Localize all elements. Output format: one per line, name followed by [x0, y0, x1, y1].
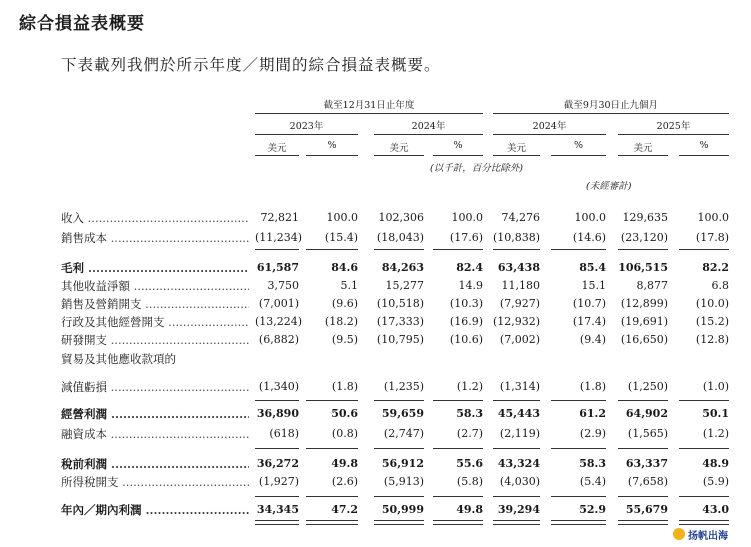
- row-label: 經營利潤 .....: [61, 405, 249, 423]
- total-rule: [255, 249, 299, 250]
- row-label: 年內／期內利潤 .....: [61, 501, 249, 519]
- cell-percent: 49.8: [331, 457, 358, 470]
- row-label: 其他收益淨額 .....: [61, 277, 249, 295]
- cell-amount: (11,234): [255, 231, 303, 244]
- cell-amount: 84,263: [381, 261, 424, 274]
- header-rule: [679, 155, 729, 156]
- cell-percent: (2.7): [456, 427, 483, 440]
- cell-percent: (2.9): [579, 427, 606, 440]
- cell-percent: 15.1: [581, 279, 606, 292]
- header-rule: [374, 155, 424, 156]
- total-rule: [679, 249, 729, 250]
- header-rule: [551, 155, 606, 156]
- cell-percent: 58.3: [456, 407, 483, 420]
- cell-percent: (17.4): [572, 315, 606, 328]
- cell-percent: (5.4): [579, 475, 606, 488]
- cell-percent: (14.6): [572, 231, 606, 244]
- cell-percent: (1.8): [579, 380, 606, 393]
- total-rule: [618, 524, 668, 525]
- cell-amount: (10,795): [376, 333, 424, 346]
- header-rule: [618, 134, 729, 135]
- table-row: [0, 425, 751, 443]
- row-label: 所得稅開支 .....: [61, 473, 249, 491]
- total-rule: [255, 448, 299, 449]
- unit-note: (以千計，百分比除外): [430, 163, 523, 174]
- header-rule: [255, 113, 483, 114]
- row-label: 研發開支 .....: [61, 331, 249, 349]
- total-rule: [493, 400, 540, 401]
- cell-percent: (18.2): [324, 315, 358, 328]
- cell-percent: 47.2: [331, 503, 358, 516]
- cell-percent: (9.4): [579, 333, 606, 346]
- header-rule: [255, 155, 299, 156]
- cell-amount: (1,565): [627, 427, 668, 440]
- total-rule: [374, 249, 424, 250]
- cell-amount: (13,224): [255, 315, 303, 328]
- intro-text: 下表載列我們於所示年度／期間的綜合損益表概要。: [61, 56, 441, 74]
- cell-percent: (16.9): [449, 315, 483, 328]
- cell-percent: 100.0: [326, 211, 358, 224]
- cell-amount: (1,235): [383, 380, 424, 393]
- cell-amount: 15,277: [385, 279, 424, 292]
- cell-amount: 39,294: [497, 503, 540, 516]
- cell-amount: 36,890: [256, 407, 299, 420]
- total-rule: [551, 520, 606, 521]
- header-rule: [306, 155, 358, 156]
- unaudited-note: (未經審計): [586, 181, 632, 192]
- total-rule: [374, 520, 424, 521]
- cell-percent: 43.0: [702, 503, 729, 516]
- cell-percent: 5.1: [340, 279, 358, 292]
- cell-amount: (7,002): [499, 333, 540, 346]
- total-rule: [679, 524, 729, 525]
- header-rule: [493, 155, 540, 156]
- total-rule: [306, 448, 358, 449]
- total-rule: [433, 520, 483, 521]
- cell-amount: 8,877: [636, 279, 668, 292]
- total-rule: [493, 520, 540, 521]
- row-label: 收入 .....: [61, 209, 249, 227]
- row-label: 貿易及其他應收款項的: [61, 352, 176, 366]
- cell-amount: (2,747): [383, 427, 424, 440]
- cell-percent: 14.9: [458, 279, 483, 292]
- total-rule: [679, 400, 729, 401]
- row-label: 減值虧損 .....: [61, 378, 249, 396]
- cell-percent: 58.3: [579, 457, 606, 470]
- header-col-pct: %: [573, 140, 584, 151]
- header-col-usd: 美元: [389, 143, 409, 154]
- table-row: [0, 259, 751, 277]
- table-row: [0, 473, 751, 491]
- cell-amount: 106,515: [618, 261, 668, 274]
- total-rule: [551, 524, 606, 525]
- cell-amount: (18,043): [376, 231, 424, 244]
- row-label: 行政及其他經營開支 .....: [61, 313, 249, 331]
- total-rule: [374, 400, 424, 401]
- cell-percent: (2.6): [331, 475, 358, 488]
- cell-amount: (7,001): [258, 297, 299, 310]
- cell-percent: 84.6: [331, 261, 358, 274]
- total-rule: [306, 520, 358, 521]
- table-row: [0, 501, 751, 519]
- cell-amount: 55,679: [625, 503, 668, 516]
- cell-percent: (1.2): [702, 427, 729, 440]
- header-year: 2024年: [411, 121, 446, 132]
- cell-percent: (10.0): [695, 297, 729, 310]
- total-rule: [306, 496, 358, 497]
- cell-percent: (9.5): [331, 333, 358, 346]
- cell-amount: 34,345: [256, 503, 299, 516]
- cell-percent: (1.2): [456, 380, 483, 393]
- total-rule: [433, 448, 483, 449]
- cell-percent: 100.0: [697, 211, 729, 224]
- cell-percent: (0.8): [331, 427, 358, 440]
- cell-amount: (7,658): [627, 475, 668, 488]
- watermark-text: 扬帆出海: [688, 531, 728, 542]
- total-rule: [255, 496, 299, 497]
- cell-amount: (1,250): [627, 380, 668, 393]
- cell-amount: (5,913): [383, 475, 424, 488]
- cell-amount: (12,932): [493, 315, 541, 328]
- cell-amount: (17,333): [376, 315, 424, 328]
- table-row: [0, 295, 751, 313]
- total-rule: [679, 496, 729, 497]
- total-rule: [618, 249, 668, 250]
- total-rule: [493, 496, 540, 497]
- row-label: 融資成本 .....: [61, 425, 249, 443]
- cell-percent: 55.6: [456, 457, 483, 470]
- header-rule: [374, 134, 483, 135]
- cell-amount: (6,882): [258, 333, 299, 346]
- cell-percent: (17.6): [449, 231, 483, 244]
- total-rule: [618, 448, 668, 449]
- cell-amount: 72,821: [260, 211, 299, 224]
- table-row: [0, 277, 751, 295]
- header-rule: [493, 113, 729, 114]
- total-rule: [306, 524, 358, 525]
- cell-amount: 43,324: [497, 457, 540, 470]
- total-rule: [374, 524, 424, 525]
- total-rule: [374, 496, 424, 497]
- cell-amount: 129,635: [622, 211, 668, 224]
- table-row: [0, 331, 751, 349]
- header-col-pct: %: [327, 140, 337, 151]
- total-rule: [255, 524, 299, 525]
- cell-percent: 48.9: [702, 457, 729, 470]
- cell-percent: (10.7): [572, 297, 606, 310]
- total-rule: [493, 524, 540, 525]
- cell-amount: (2,119): [499, 427, 540, 440]
- row-label: 銷售成本 .....: [61, 229, 249, 247]
- cell-percent: 52.9: [579, 503, 606, 516]
- cell-percent: 49.8: [456, 503, 483, 516]
- cell-percent: 6.8: [711, 279, 729, 292]
- total-rule: [679, 520, 729, 521]
- header-year: 2024年: [532, 121, 567, 132]
- total-rule: [618, 400, 668, 401]
- total-rule: [255, 520, 299, 521]
- cell-amount: (1,927): [258, 475, 299, 488]
- cell-percent: 100.0: [451, 211, 483, 224]
- cell-amount: 61,587: [256, 261, 299, 274]
- cell-percent: 61.2: [579, 407, 606, 420]
- cell-amount: 36,272: [256, 457, 299, 470]
- cell-percent: 82.4: [456, 261, 483, 274]
- cell-amount: (23,120): [620, 231, 668, 244]
- total-rule: [551, 496, 606, 497]
- header-rule: [255, 134, 358, 135]
- cell-amount: (19,691): [620, 315, 668, 328]
- header-col-pct: %: [453, 140, 463, 151]
- table-row: [0, 405, 751, 423]
- total-rule: [551, 249, 606, 250]
- cell-percent: 85.4: [579, 261, 606, 274]
- header-year: 2025年: [656, 121, 691, 132]
- total-rule: [433, 400, 483, 401]
- cell-percent: 82.2: [702, 261, 729, 274]
- header-group-nine-months: 截至9月30日止九個月: [563, 100, 659, 111]
- cell-amount: (16,650): [620, 333, 668, 346]
- watermark-logo-icon: [673, 528, 685, 540]
- cell-percent: (10.6): [449, 333, 483, 346]
- total-rule: [618, 520, 668, 521]
- cell-amount: 45,443: [497, 407, 540, 420]
- total-rule: [493, 249, 540, 250]
- cell-amount: 56,912: [381, 457, 424, 470]
- cell-amount: (10,518): [376, 297, 424, 310]
- cell-percent: (10.3): [449, 297, 483, 310]
- total-rule: [551, 448, 606, 449]
- cell-amount: 3,750: [267, 279, 299, 292]
- cell-percent: (12.8): [695, 333, 729, 346]
- cell-amount: (4,030): [499, 475, 540, 488]
- cell-percent: (17.8): [695, 231, 729, 244]
- cell-percent: (5.9): [702, 475, 729, 488]
- cell-amount: 63,438: [497, 261, 540, 274]
- header-rule: [493, 134, 606, 135]
- header-year: 2023年: [289, 121, 324, 132]
- table-row: [0, 229, 751, 247]
- cell-amount: 63,337: [625, 457, 668, 470]
- cell-amount: (12,899): [620, 297, 668, 310]
- total-rule: [493, 448, 540, 449]
- cell-percent: (15.2): [695, 315, 729, 328]
- row-label: 毛利 .....: [61, 259, 249, 277]
- cell-amount: 102,306: [378, 211, 424, 224]
- row-label: 銷售及營銷開支 .....: [61, 295, 249, 313]
- cell-percent: (1.0): [702, 380, 729, 393]
- total-rule: [255, 400, 299, 401]
- cell-percent: (9.6): [331, 297, 358, 310]
- cell-percent: (1.8): [331, 380, 358, 393]
- header-col-pct: %: [699, 140, 709, 151]
- header-group-year: 截至12月31日止年度: [323, 100, 415, 111]
- total-rule: [306, 400, 358, 401]
- total-rule: [679, 448, 729, 449]
- header-col-usd: 美元: [267, 143, 287, 154]
- cell-amount: (1,340): [258, 380, 299, 393]
- cell-amount: (1,314): [499, 380, 540, 393]
- cell-percent: (15.4): [324, 231, 358, 244]
- cell-percent: 50.6: [331, 407, 358, 420]
- table-row: [0, 313, 751, 331]
- row-label: 稅前利潤 .....: [61, 455, 249, 473]
- total-rule: [374, 448, 424, 449]
- header-rule: [433, 155, 483, 156]
- total-rule: [551, 400, 606, 401]
- total-rule: [618, 496, 668, 497]
- cell-percent: 50.1: [702, 407, 729, 420]
- total-rule: [433, 524, 483, 525]
- cell-amount: (10,838): [493, 231, 541, 244]
- cell-amount: 74,276: [501, 211, 540, 224]
- table-row: [0, 378, 751, 396]
- table-row: [0, 350, 751, 368]
- cell-amount: (7,927): [499, 297, 540, 310]
- total-rule: [306, 249, 358, 250]
- table-row: [0, 455, 751, 473]
- section-title: 綜合損益表概要: [19, 14, 145, 34]
- header-rule: [618, 155, 668, 156]
- header-col-usd: 美元: [633, 143, 653, 154]
- cell-amount: 11,180: [501, 279, 540, 292]
- cell-amount: 50,999: [381, 503, 424, 516]
- total-rule: [433, 249, 483, 250]
- cell-percent: (5.8): [456, 475, 483, 488]
- total-rule: [433, 496, 483, 497]
- header-col-usd: 美元: [506, 143, 526, 154]
- cell-percent: 100.0: [574, 211, 606, 224]
- cell-amount: 59,659: [381, 407, 424, 420]
- cell-amount: (618): [269, 427, 299, 440]
- cell-amount: 64,902: [625, 407, 668, 420]
- table-row: [0, 209, 751, 227]
